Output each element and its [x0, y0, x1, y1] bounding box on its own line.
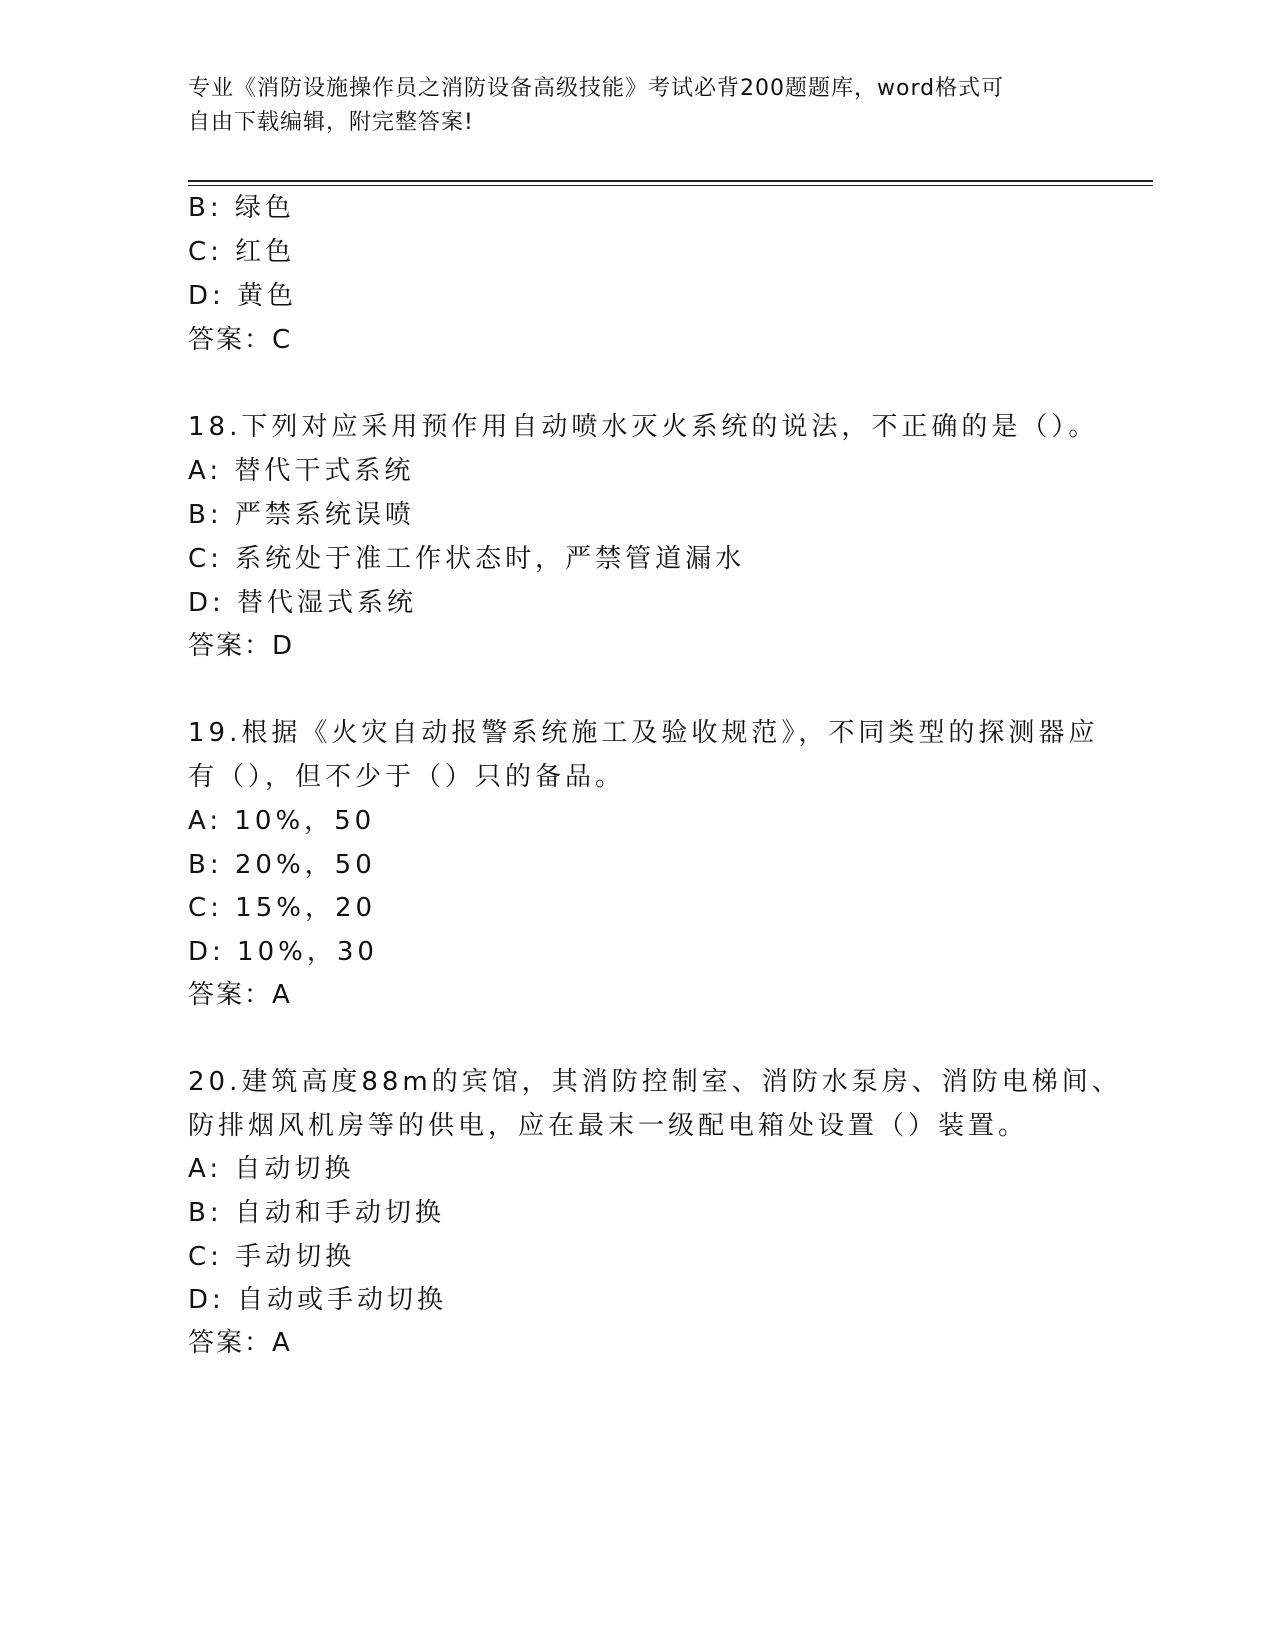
q18-option-c: C: 系统处于准工作状态时，严禁管道漏水 [188, 544, 746, 574]
prev-option-d: D: 黄色 [188, 281, 298, 311]
q20-option-c: C: 手动切换 [188, 1242, 356, 1272]
q18-answer: 答案：D [188, 631, 295, 661]
q18-stem: 18.下列对应采用预作用自动喷水灭火系统的说法，不正确的是（）。 [188, 412, 1099, 442]
q19-option-d: D: 10%，30 [188, 937, 378, 967]
q19-option-b: B: 20%，50 [188, 850, 376, 880]
q20-option-b: B: 自动和手动切换 [188, 1198, 445, 1228]
q20-stem-line-1: 20.建筑高度88m的宾馆，其消防控制室、消防水泵房、消防电梯间、 [188, 1067, 1122, 1097]
q20-option-a: A: 自动切换 [188, 1154, 355, 1184]
q19-stem-line-1: 19.根据《火灾自动报警系统施工及验收规范》，不同类型的探测器应 [188, 718, 1099, 748]
q20-stem-line-2: 防排烟风机房等的供电，应在最末一级配电箱处设置（）装置。 [188, 1111, 1029, 1141]
q18-option-d: D: 替代湿式系统 [188, 588, 418, 618]
header-rule-thick [188, 180, 1153, 182]
header-line-1: 专业《消防设施操作员之消防设备高级技能》考试必背200题题库，word格式可 [188, 76, 1005, 101]
q18-option-b: B: 严禁系统误喷 [188, 500, 415, 530]
prev-option-b: B: 绿色 [188, 193, 295, 223]
q19-option-c: C: 15%，20 [188, 893, 377, 923]
header-line-2: 自由下载编辑，附完整答案! [188, 110, 474, 135]
prev-answer: 答案：C [188, 325, 293, 355]
q20-answer: 答案：A [188, 1328, 292, 1358]
q19-answer: 答案：A [188, 980, 292, 1010]
header-rule-thin [188, 185, 1153, 186]
q19-stem-line-2: 有（），但不少于（）只的备品。 [188, 762, 626, 792]
q20-option-d: D: 自动或手动切换 [188, 1285, 448, 1315]
q19-option-a: A: 10%，50 [188, 806, 376, 836]
prev-option-c: C: 红色 [188, 237, 296, 267]
q18-option-a: A: 替代干式系统 [188, 456, 415, 486]
document-header [188, 72, 1068, 140]
